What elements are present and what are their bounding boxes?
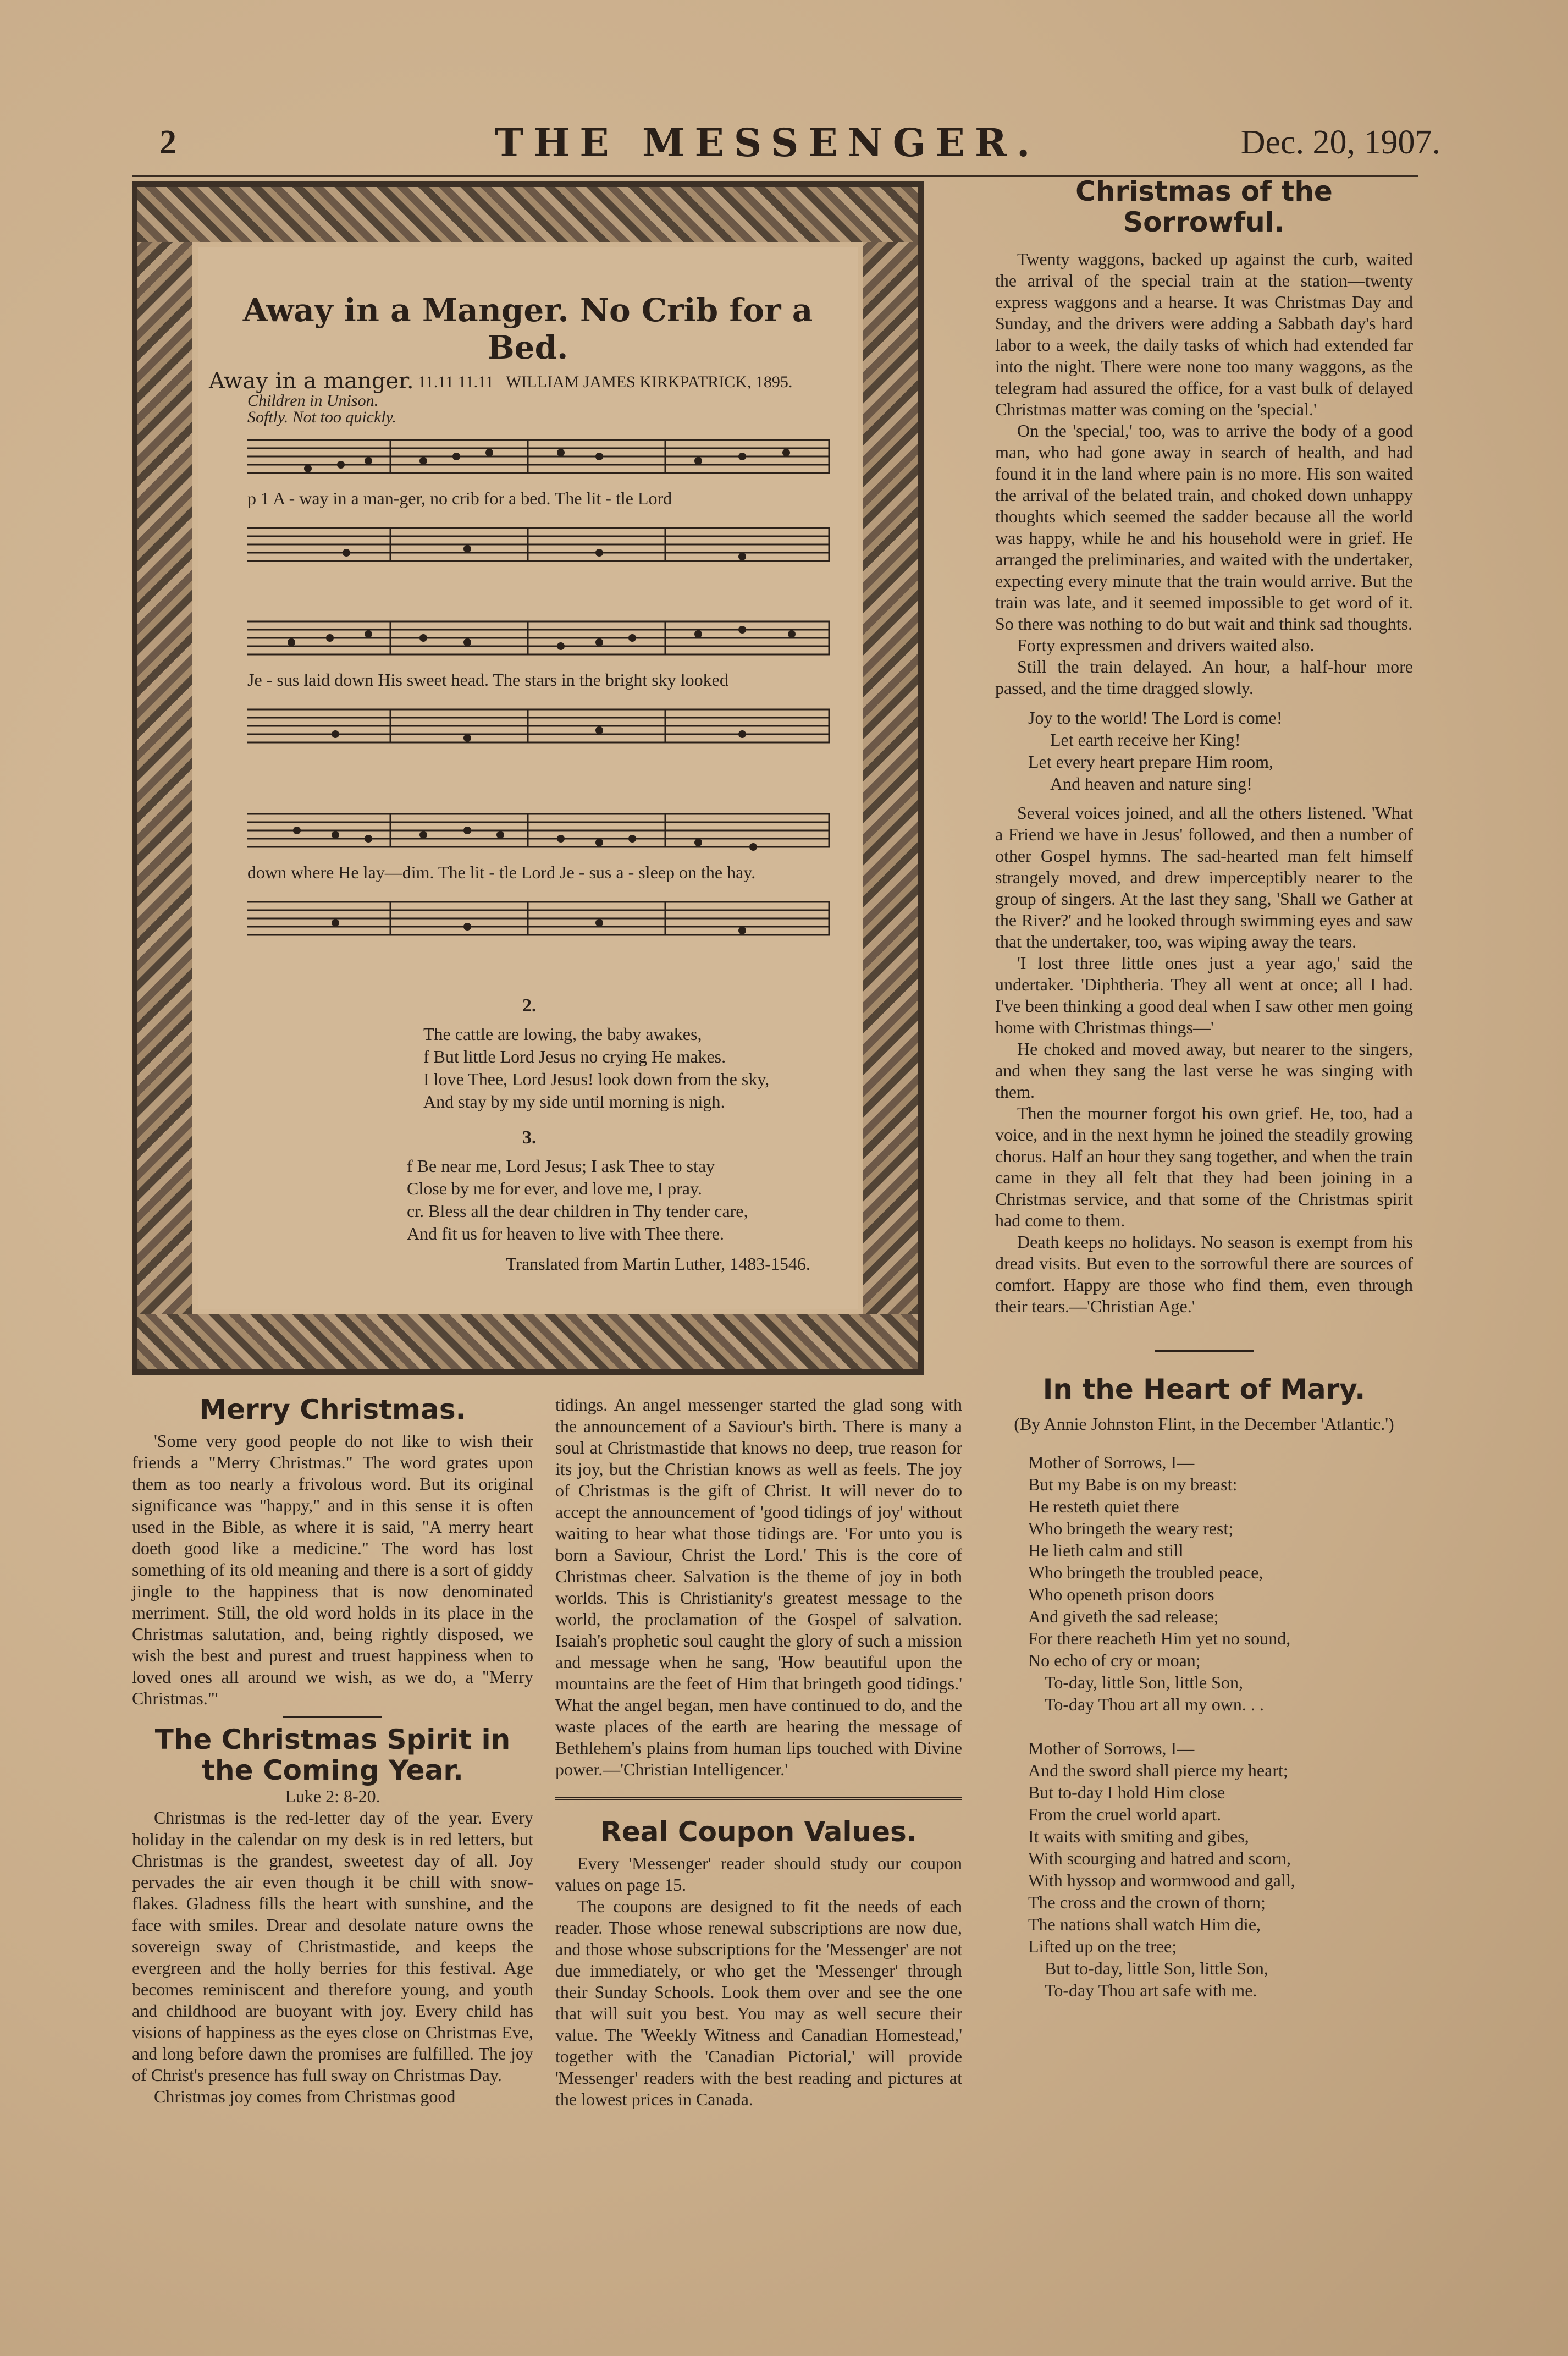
performance-direction-2: Softly. Not too quickly. bbox=[247, 408, 396, 426]
poem-stanza-1 bbox=[995, 1451, 1413, 1715]
issue-date: Dec. 20, 1907. bbox=[1240, 124, 1440, 161]
translation-credit: Translated from Martin Luther, 1483-1546. bbox=[506, 1254, 810, 1274]
holly-border-bottom bbox=[137, 1314, 918, 1369]
hymn-frame bbox=[132, 181, 924, 1375]
section-divider bbox=[283, 1716, 382, 1718]
page-number: 2 bbox=[159, 124, 176, 161]
article-body: He choked and moved away, but nearer to the singers, and when they sang the last verse he was singing with them. bbox=[995, 1039, 1413, 1102]
treble-staff-2 bbox=[247, 610, 830, 665]
verse-2-line: And stay by my side until morning is nigh. bbox=[423, 1092, 725, 1111]
article-body: 'I lost three little ones just a year ago,' said the undertaker. 'Diphtheria. They all went at once; all I had. I've been thinking a good deal when I saw other men going home with Christmas things—' bbox=[995, 953, 1413, 1037]
verse-2-line: I love Thee, Lord Jesus! look down from the sky, bbox=[423, 1069, 770, 1089]
bass-staff-1 bbox=[247, 517, 830, 572]
lyric-line-1: p 1 A - way in a man-ger, no crib for a bed. The lit - tle Lord bbox=[247, 488, 672, 508]
tune-label: Away in a manger. bbox=[209, 368, 414, 394]
hymn-title: Away in a Manger. No Crib for a Bed. bbox=[242, 291, 813, 366]
article-title-christmas-spirit: The Christmas Spirit in the Coming Year. bbox=[154, 1724, 511, 1786]
treble-staff-3 bbox=[247, 803, 830, 858]
article-body: Twenty waggons, backed up against the curb, waited the arrival of the special train at the station—twenty express waggons and a hearse. It was Christmas Day and Sunday, and the drivers were adding a Sabbath day's hard labor to a week, the daily tasks of which had extended far into the night. There were none too many waggons, as the telegram had assured the office, for a vast bulk of delayed Christmas matter was coming on the 'special.' bbox=[995, 249, 1413, 419]
poem-line: The nations shall watch Him die, bbox=[1028, 1914, 1261, 1934]
hymn-line: Let earth receive her King! bbox=[1050, 730, 1241, 750]
verse-2-line: f But little Lord Jesus no crying He makes. bbox=[423, 1047, 726, 1066]
poem-line: Mother of Sorrows, I— bbox=[1028, 1738, 1195, 1758]
poem-byline: (By Annie Johnston Flint, in the December 'Atlantic.') bbox=[1014, 1414, 1394, 1434]
holly-border-left bbox=[137, 242, 192, 1314]
hymn-line: Let every heart prepare Him room, bbox=[1028, 752, 1274, 772]
performance-direction-1: Children in Unison. bbox=[247, 392, 379, 410]
hymn-panel bbox=[198, 247, 858, 1309]
poem-line: He lieth calm and still bbox=[1028, 1540, 1184, 1560]
treble-staff-1 bbox=[247, 429, 830, 484]
verse-2-number: 2. bbox=[522, 995, 537, 1016]
article-body: 'Some very good people do not like to wish their friends a "Merry Christmas." The word grates upon them as too nearly a frivolous word. But its original significance was "happy," and in this sense it is often used in the Bible, as where it is said, "A merry heart doeth good like a medicine." The word has lost something of its old meaning and there is a sort of giddy jingle to the happiness that is now denominated merriment. Still, the old word holds in its place in the Christmas salutation, and, being rightly disposed, we wish the best and purest and truest happiness when to loved ones all around we wish, as we do, a "Merry Christmas."' bbox=[132, 1431, 533, 1708]
hymn-meter: 11.11 11.11 bbox=[418, 373, 494, 391]
verse-3-line: f Be near me, Lord Jesus; I ask Thee to stay bbox=[407, 1156, 715, 1176]
article-body: On the 'special,' too, was to arrive the body of a good man, who had gone away in search of health, and had found it in the land where pain is no more. His son waited the arrival of the belated train, and choked down unhappy thoughts which seemed the sadder because all the world was happy, while he and his household were in grief. He arranged the preliminaries, and waited with the undertaker, expecting every minute that the train would arrive. But the train was late, and it seemed impossible to get word of it. So there was nothing to do but wait and think sad thoughts. bbox=[995, 421, 1413, 634]
article-title-christmas-sorrowful: Christmas of the Sorrowful. bbox=[1075, 175, 1333, 238]
page-header bbox=[132, 115, 1440, 176]
article-body: Every 'Messenger' reader should study our coupon values on page 15. bbox=[555, 1853, 962, 1895]
hymn-line: And heaven and nature sing! bbox=[1050, 774, 1252, 794]
poem-line: To-day Thou art all my own. . . bbox=[1045, 1694, 1264, 1714]
verse-3-line: And fit us for heaven to live with Thee there. bbox=[407, 1224, 725, 1243]
poem-line: It waits with smiting and gibes, bbox=[1028, 1826, 1249, 1846]
poem-line: Who bringeth the troubled peace, bbox=[1028, 1562, 1263, 1582]
bass-staff-2 bbox=[247, 698, 830, 753]
poem-line: Lifted up on the tree; bbox=[1028, 1936, 1177, 1956]
poem-line: And giveth the sad release; bbox=[1028, 1606, 1219, 1626]
poem-line: But my Babe is on my breast: bbox=[1028, 1474, 1238, 1494]
article-body: Death keeps no holidays. No season is exempt from his dread visits. But even to the sorrowful there are sources of comfort. Happy are those who find them, even through their tears.—'Christian Age.' bbox=[995, 1232, 1413, 1316]
poem-stanza-2 bbox=[995, 1737, 1413, 2001]
article-body: Christmas joy comes from Christmas good bbox=[154, 2087, 456, 2106]
article-title-coupon-values: Real Coupon Values. bbox=[600, 1816, 917, 1848]
verse-3-line: cr. Bless all the dear children in Thy tender care, bbox=[407, 1201, 748, 1221]
poem-line: No echo of cry or moan; bbox=[1028, 1650, 1201, 1670]
lyric-line-3: down where He lay—dim. The lit - tle Lord Je - sus a - sleep on the hay. bbox=[247, 862, 756, 882]
column-middle bbox=[555, 1394, 962, 2110]
holly-border-top bbox=[137, 187, 918, 242]
poem-title-heart-of-mary: In the Heart of Mary. bbox=[1042, 1373, 1366, 1405]
verse-3-line: Close by me for ever, and love me, I pray. bbox=[407, 1179, 702, 1198]
section-rule bbox=[555, 1797, 962, 1800]
article-body: Then the mourner forgot his own grief. He, too, had a voice, and in the next hymn he joined the steadily growing chorus. Half an hour they sang together, and when the train came in they all felt that they had been joining in a Christmas service, and that some of the Christmas spirit had come to them. bbox=[995, 1103, 1413, 1230]
verse-2-line: The cattle are lowing, the baby awakes, bbox=[423, 1024, 702, 1044]
hymn-line: Joy to the world! The Lord is come! bbox=[1028, 708, 1283, 728]
poem-line: The cross and the crown of thorn; bbox=[1028, 1892, 1266, 1912]
poem-line: From the cruel world apart. bbox=[1028, 1804, 1221, 1824]
holly-border-right bbox=[863, 242, 918, 1314]
scripture-reference: Luke 2: 8-20. bbox=[285, 1786, 380, 1806]
article-body: The coupons are designed to fit the needs of each reader. Those whose renewal subscriptions are now due, and those whose subscriptions for the 'Messenger' are not due immediately, or who get the 'Messenger' through their Sunday Schools. Look them over and see the one that will suit you best. You may as well secure their value. The 'Weekly Witness and Canadian Homestead,' together with the 'Canadian Pictorial,' will provide 'Messenger' readers with the best reading and pictures at the lowest prices in Canada. bbox=[555, 1896, 962, 2109]
poem-line: But to-day I hold Him close bbox=[1028, 1782, 1225, 1802]
poem-line: Mother of Sorrows, I— bbox=[1028, 1452, 1195, 1472]
section-divider bbox=[1155, 1350, 1254, 1352]
verse-3-number: 3. bbox=[522, 1127, 537, 1148]
article-body: Forty expressmen and drivers waited also. bbox=[1017, 635, 1315, 655]
poem-line: And the sword shall pierce my heart; bbox=[1028, 1760, 1288, 1780]
poem-line: Who bringeth the weary rest; bbox=[1028, 1518, 1234, 1538]
poem-line: With hyssop and wormwood and gall, bbox=[1028, 1870, 1295, 1890]
masthead-title: THE MESSENGER. bbox=[495, 120, 1040, 166]
column-left bbox=[132, 1394, 533, 2107]
article-title-merry-christmas: Merry Christmas. bbox=[199, 1394, 466, 1425]
poem-line: Who openeth prison doors bbox=[1028, 1584, 1214, 1604]
bass-staff-3 bbox=[247, 891, 830, 946]
quoted-hymn bbox=[1028, 707, 1413, 795]
poem-line: He resteth quiet there bbox=[1028, 1496, 1179, 1516]
article-body: tidings. An angel messenger started the glad song with the announcement of a Saviour's birth. There is many a soul at Christmastide that knows no deep, true reason for its joy, but the Christian knows as well as feels. The joy of Christmas is the gift of Christ. It will never do to accept the announcement of 'good tidings of joy' without waiting to hear what those tidings are. 'For unto you is born a Saviour, Christ the Lord.' This is the core of Christmas cheer. Salvation is the theme of joy in both worlds. This is Christianity's greatest message to the world, the proclamation of the Gospel of salvation. Isaiah's prophetic soul caught the glory of such a mission and message when he sang, 'How beautiful upon the mountains are the feet of Him that bringeth good tidings.' What the angel began, men have continued to do, and the waste places of the earth are hearing the message of Bethlehem's plains from human lips touched with Divine power.—'Christian Intelligencer.' bbox=[555, 1395, 962, 1779]
article-body: Christmas is the red-letter day of the year. Every holiday in the calendar on my desk is in red letters, but Christmas is the grandest, sweetest day of all. Joy pervades the air even though it be chill with snow-flakes. Gladness fills the heart with sunshine, and the face with smiles. Drear and desolate nature owns the sovereign sway of Christmastide, and keeps the evergreen and the holly berries for this festival. Age becomes reminiscent and therefore young, and youth and childhood are buoyant with joy. Every child has visions of happiness as the eyes close on Christmas Eve, and long before dawn the promises are fulfilled. The joy of Christ's presence has full sway on Christmas Day. bbox=[132, 1808, 533, 2085]
poem-line: But to-day, little Son, little Son, bbox=[1045, 1958, 1268, 1978]
poem-line: To-day Thou art safe with me. bbox=[1045, 1980, 1257, 2000]
poem-line: To-day, little Son, little Son, bbox=[1045, 1672, 1243, 1692]
verse-2 bbox=[423, 1023, 769, 1113]
article-body: Several voices joined, and all the others listened. 'What a Friend we have in Jesus' followed, and then a number of other Gospel hymns. The sad-hearted man felt himself strangely moved, and drew imperceptibly nearer to the group of singers. At the last they sang, 'Shall we Gather at the River?' and he looked through swimming eyes and saw that the undertaker, too, was wiping away the tears. bbox=[995, 803, 1413, 951]
verse-3 bbox=[407, 1155, 748, 1245]
poem-line: For there reacheth Him yet no sound, bbox=[1028, 1628, 1291, 1648]
hymn-composer: WILLIAM JAMES KIRKPATRICK, 1895. bbox=[506, 373, 793, 391]
lyric-line-2: Je - sus laid down His sweet head. The stars in the bright sky looked bbox=[247, 670, 728, 690]
poem-line: With scourging and hatred and scorn, bbox=[1028, 1848, 1291, 1868]
column-right bbox=[995, 176, 1413, 2001]
article-body: Still the train delayed. An hour, a half-hour more passed, and the time dragged slowly. bbox=[995, 657, 1413, 698]
